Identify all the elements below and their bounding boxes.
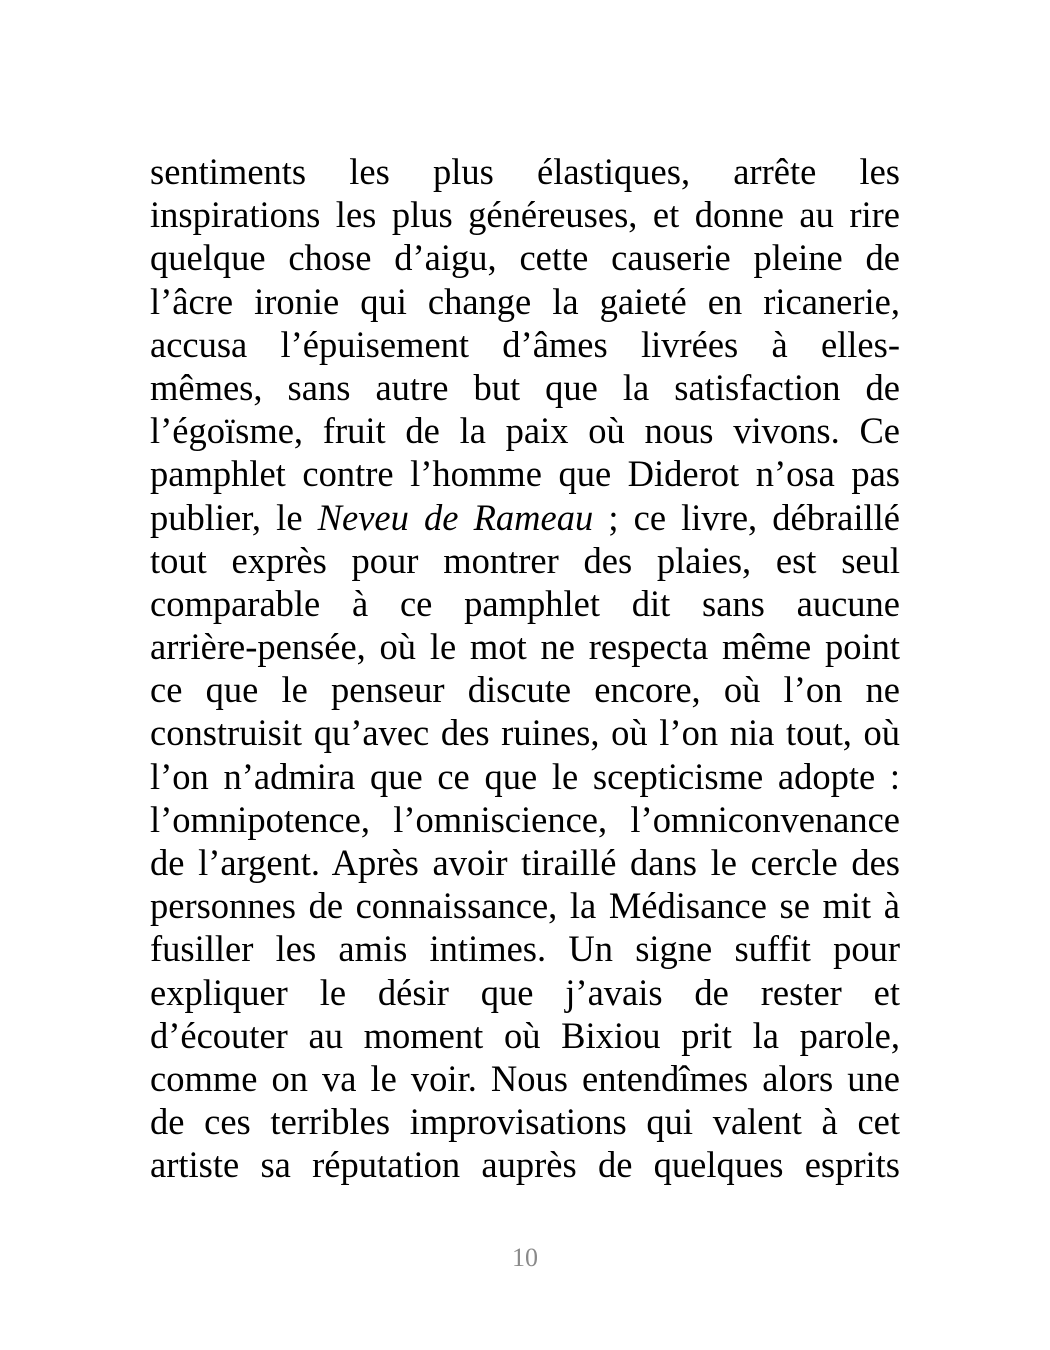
text-line: fusiller les amis intimes. Un signe suffit pour <box>150 928 900 970</box>
text-line: ce que le penseur discute encore, où l’on ne <box>150 669 900 711</box>
text-line: l’égoïsme, fruit de la paix où nous vivons. Ce <box>150 410 900 452</box>
text-line-with-title <box>150 496 900 539</box>
text-line: comme on va le voir. Nous entendîmes alors une <box>150 1057 900 1099</box>
text-segment: publier, le <box>150 496 318 538</box>
text-line: accusa l’épuisement d’âmes livrées à elles- <box>150 323 900 365</box>
text-line: l’on n’admira que ce que le scepticisme adopte : <box>150 755 900 797</box>
text-line: expliquer le désir que j’avais de rester et <box>150 971 900 1013</box>
text-line: l’âcre ironie qui change la gaieté en ricanerie, <box>150 280 900 322</box>
page-number: 10 <box>512 1243 538 1272</box>
text-segment: ; ce livre, débraillé <box>593 496 900 538</box>
text-line: arrière-pensée, où le mot ne respecta même point <box>150 626 900 668</box>
text-line: artiste sa réputation auprès de quelques esprits <box>150 1144 900 1186</box>
book-title: Neveu de Rameau <box>317 496 594 538</box>
text-line: pamphlet contre l’homme que Diderot n’osa pas <box>150 453 900 495</box>
text-line: inspirations les plus généreuses, et donne au rire <box>150 194 900 236</box>
text-line: sentiments les plus élastiques, arrête les <box>150 151 900 192</box>
text-line: quelque chose d’aigu, cette causerie pleine de <box>150 237 900 279</box>
text-line: d’écouter au moment où Bixiou prit la parole, <box>150 1014 900 1056</box>
text-line: de l’argent. Après avoir tiraillé dans le cercle des <box>150 842 900 883</box>
text-line: construisit qu’avec des ruines, où l’on nia tout, où <box>150 712 900 754</box>
text-line: comparable à ce pamphlet dit sans aucune <box>150 582 900 624</box>
text-line: mêmes, sans autre but que la satisfaction de <box>150 366 900 408</box>
text-line: l’omnipotence, l’omniscience, l’omniconvenance <box>150 798 900 840</box>
text-line: de ces terribles improvisations qui valent à cet <box>150 1101 900 1143</box>
text-line: personnes de connaissance, la Médisance se mit à <box>150 885 900 927</box>
text-line: tout exprès pour montrer des plaies, est seul <box>150 539 900 581</box>
body-text <box>150 150 900 1187</box>
